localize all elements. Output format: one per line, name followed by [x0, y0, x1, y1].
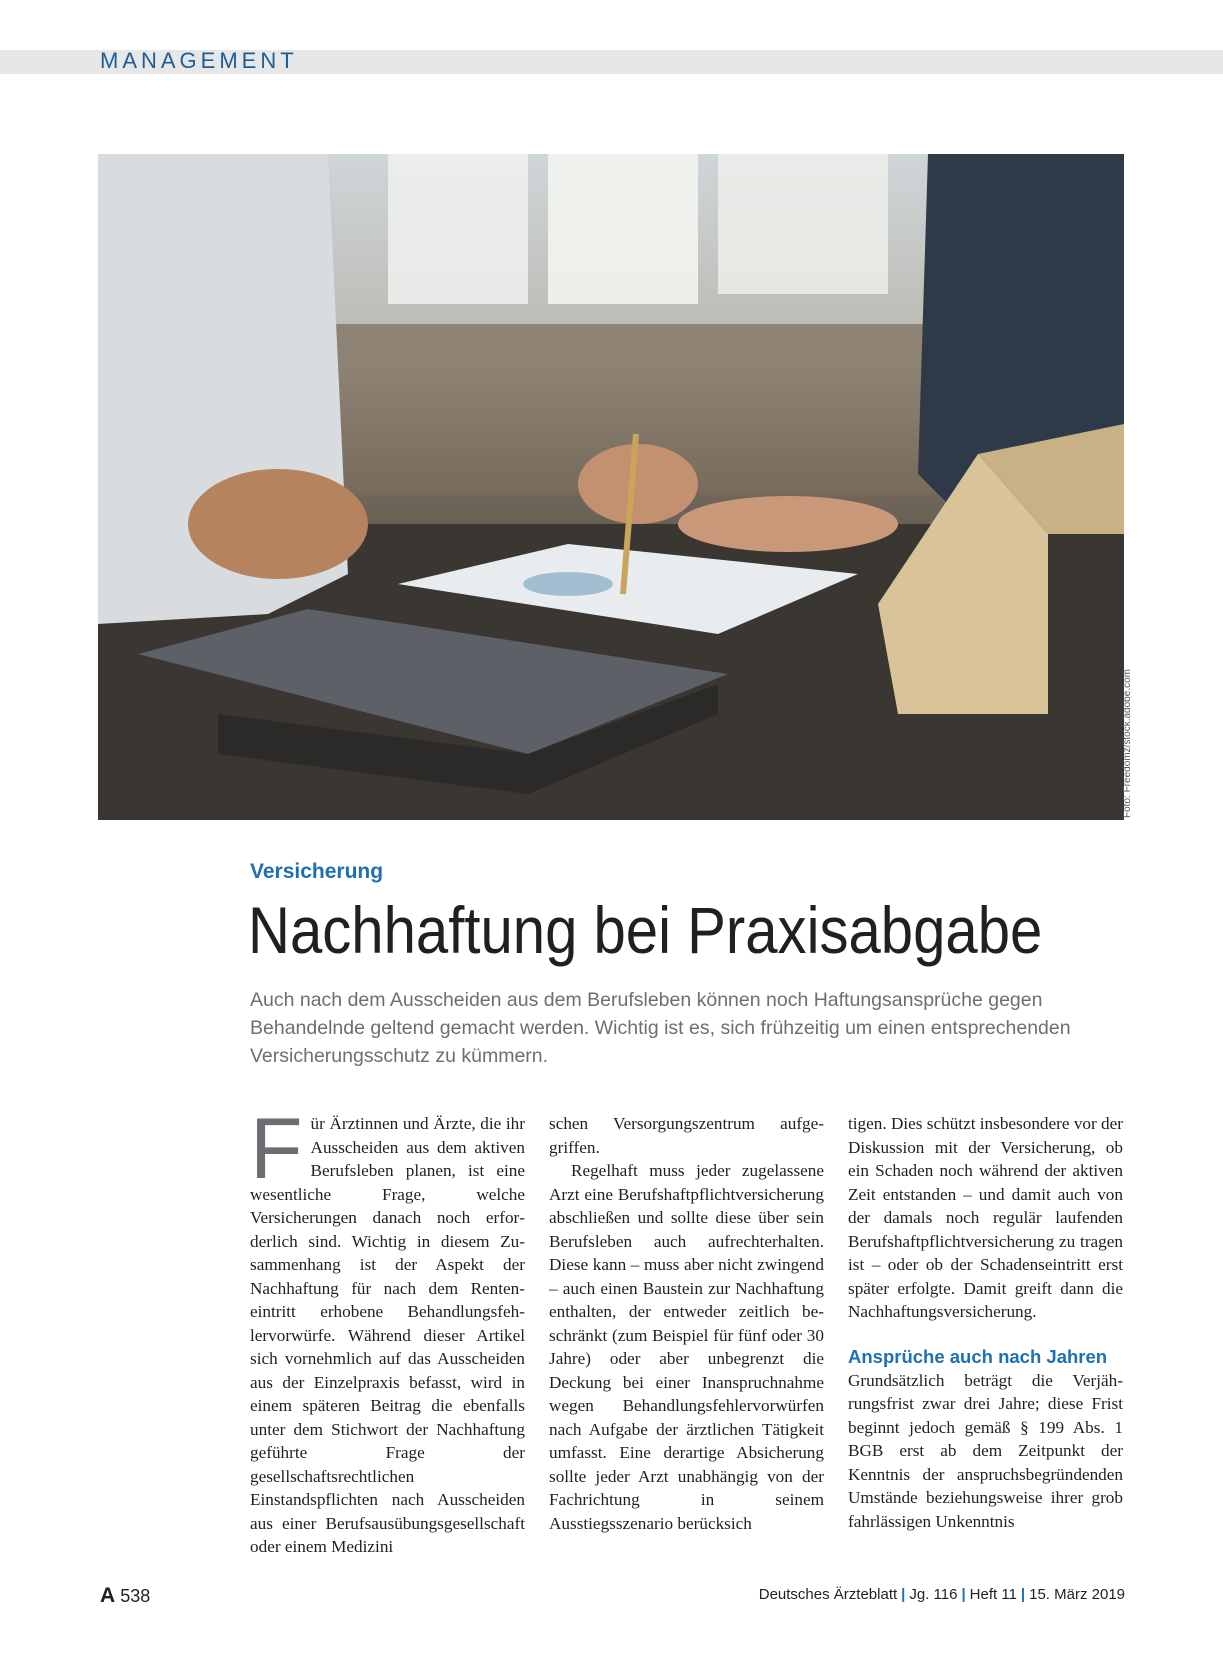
journal-date: 15. März 2019: [1029, 1586, 1125, 1603]
dropcap: F: [250, 1101, 303, 1197]
article-title: Nachhaftung bei Praxisabgabe: [248, 893, 1043, 967]
text-column-3: [848, 1112, 1123, 1533]
subheading: Ansprüche auch nach Jahren: [848, 1345, 1108, 1367]
photo-credit: Foto: Freedomz/stock.adobe.com: [1122, 669, 1133, 818]
journal-footer: [759, 1586, 1125, 1603]
article-photo: [98, 154, 1124, 820]
paragraph: tigen. Dies schützt insbesondere vor der Diskussion mit der Versicherung, ob ein Schaden noch während der aktiven Zeit entstanden – und damit auch von der damals noch regulär laufenden Berufshaftpflichtversicherung zu tragen ist – oder ob der Schadenseintritt erst später erfolgte. Damit greift dann die Nachhaftungsversicherung.: [848, 1114, 1123, 1321]
section-label: MANAGEMENT: [100, 48, 298, 73]
journal-name: Deutsches Ärzteblatt: [758, 1586, 898, 1603]
paragraph: Grundsätzlich beträgt die Verjährungsfrist zwar drei Jahre; diese Frist beginnt jedoch gemäß § 199 Abs. 1 BGB erst ab dem Zeitpunkt der Kenntnis der anspruchsbegründenden Umstände beziehungsweise ihrer grob fahrlässigen Unkenntnis: [848, 1370, 1123, 1531]
article-kicker: Versicherung: [250, 860, 384, 883]
article-standfirst: Auch nach dem Ausscheiden aus dem Berufsleben können noch Haftungsansprüche gegen Behandelnde geltend gemacht werden. Wichtig ist es, sich frühzeitig um einen entsprechenden Versicherungsschutz zu kümmern.: [250, 989, 1071, 1067]
paragraph: ür Ärztinnen und Ärzte, die ihr Ausscheiden aus dem aktiven Berufsleben planen, ist eine wesentliche Frage, welche Versicherungen danach noch erforderlich sind. Wichtig in diesem Zusammenhang ist der Aspekt der Nachhaftung für nach dem Renteneintritt erhobene Behandlungsfehlervorwürfe. Während dieser Artikel sich vornehmlich auf das Ausscheiden aus der Einzelpraxis befasst, wird in einem späteren Beitrag die ebenfalls unter dem Stichwort der Nachhaftung geführte Frage der gesellschaftsrechtlichen Einstandspflichten nach Ausscheiden aus einer Berufsausübungsgesellschaft oder einem Medizini: [250, 1114, 525, 1556]
footer-separator: |: [1020, 1586, 1026, 1603]
text-column-1: [250, 1101, 525, 1559]
journal-issue: Heft 11: [969, 1586, 1017, 1603]
footer-separator: |: [961, 1586, 966, 1603]
photo-illustration: [98, 154, 1124, 820]
text-column-2: [549, 1112, 824, 1535]
page-prefix: A: [100, 1584, 116, 1607]
footer-separator: |: [901, 1586, 906, 1603]
page-number-value: 538: [120, 1586, 151, 1606]
page-number: [100, 1584, 150, 1608]
paragraph: schen Versorgungszentrum aufgegriffen.: [549, 1114, 824, 1157]
journal-volume: Jg. 116: [909, 1586, 958, 1603]
paragraph: Regelhaft muss jeder zugelassene Arzt eine Berufshaftpflichtversicherung abschließen und sollte diese über sein Berufsleben auch aufrechterhalten. Diese kann – muss aber nicht zwingend – auch einen Baustein zur Nachhaftung enthalten, der entweder zeitlich beschränkt (zum Beispiel für fünf oder 30 Jahre) oder aber unbegrenzt die Deckung bei einer Inanspruchnahme wegen Behandlungsfehlervorwürfen nach Aufgabe der ärztlichen Tätigkeit umfasst. Eine derartige Absicherung sollte jeder Arzt unabhängig von der Fachrichtung in seinem Ausstiegsszenario berücksich: [549, 1161, 824, 1533]
